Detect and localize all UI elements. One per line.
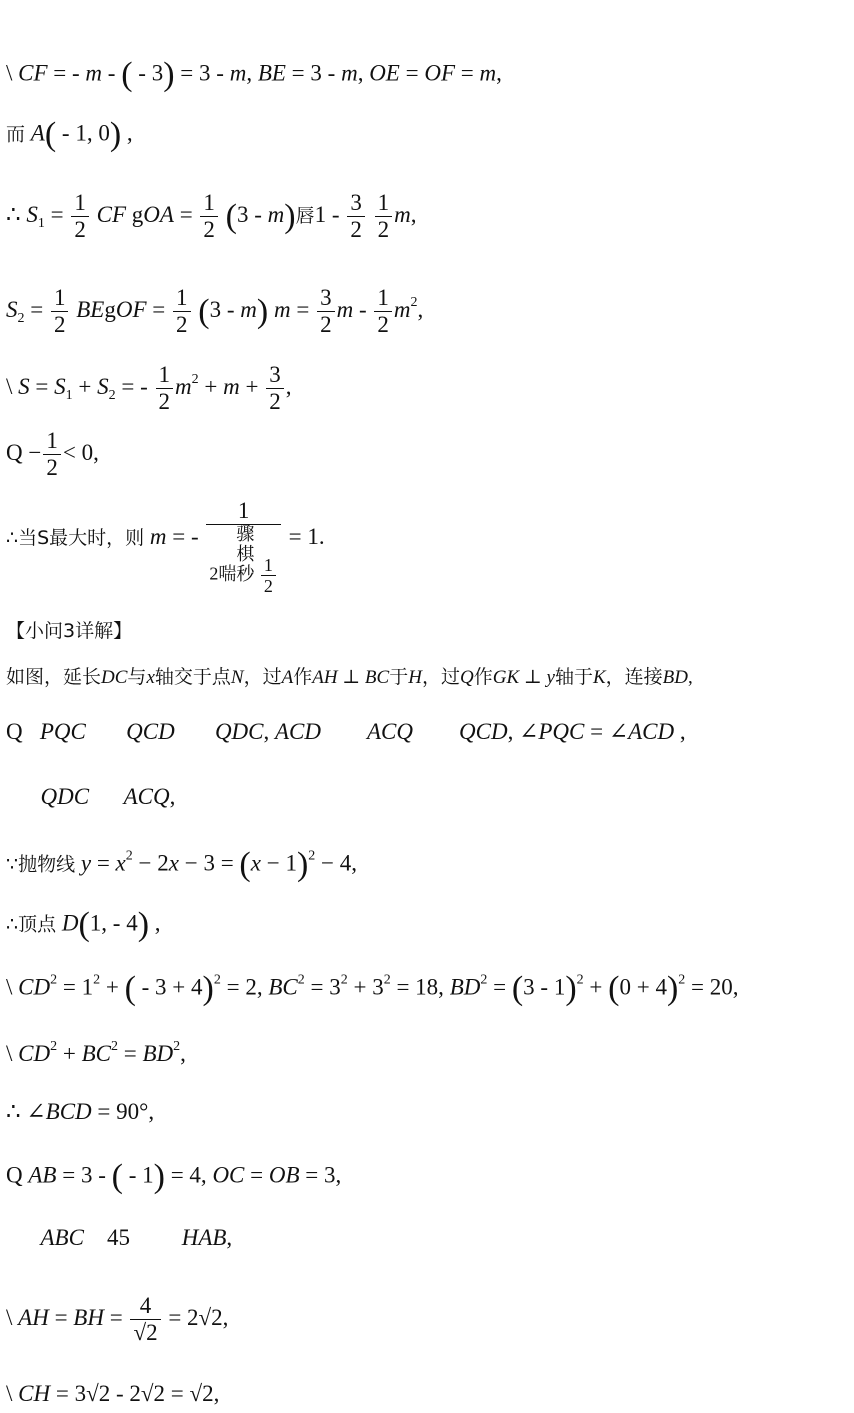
formula-angles-2: QDC ACQ,: [40, 784, 176, 809]
formula-line-3: ∴ $S_1$ = $\frac{1}{2}$ CF gOA = $\frac{1}{2}$ (3 - m)唇1 - $\frac{3}{2}$ $\frac{1}{2}$ m,: [6, 190, 417, 243]
formula-ch: \ CH = 3√2 - 2√2 = √2,: [6, 1381, 220, 1406]
formula-parabola: ∵抛物线 $y = x^2 - 2x - 3 = (x - 1)^2 - 4$,: [6, 846, 358, 883]
formula-vertex: ∴顶点 D(1, - 4) ,: [6, 906, 161, 943]
formula-ab: Q AB = 3 - ( - 1) = 4, OC = OB = 3,: [6, 1158, 342, 1195]
formula-line-5: \ $S = S_1 + S_2$ = - $\frac{1}{2}$ $m^2 + m$ + $\frac{3}{2}$ ,: [6, 362, 292, 415]
formula-angles-1: Q PQC QCD QDC, ACD ACQ QCD, ∠PQC = ∠ACD ,: [6, 719, 686, 744]
formula-ah-bh: \ AH = BH = $\frac{4}{√2}$ = 2√2,: [6, 1293, 229, 1346]
formula-angle-bcd: ∴ ∠BCD = 90°,: [6, 1099, 155, 1124]
formula-line-2: 而 A( - 1, 0) ,: [6, 116, 133, 153]
formula-cd-squared: \ $CD^2 = 1^2$ + ( - 3 + 4)$^2$ = 2, $BC^2 = 3^2 + 3^2 = 18$, $BD^2 = (3 - 1)^2 + (0 + 4)^2 = 20$,: [6, 970, 739, 1007]
paragraph-extend: 如图，延长DC与x轴交于点N，过A作AH ⊥ BC于H，过Q作GK ⊥ y轴于K，连接BD,: [6, 666, 693, 688]
formula-line-4: $S_2$ = $\frac{1}{2}$ BEgOF = $\frac{1}{2}$ (3 - m) m = $\frac{3}{2}$ m - $\frac{1}{2}$ $m^2$,: [6, 285, 424, 338]
formula-abc-45: ABC 45 HAB,: [40, 1225, 233, 1250]
formula-pythagoras: \ $CD^2 + BC^2 = BD^2$,: [6, 1039, 186, 1066]
formula-line-7: ∴当S最大时，则 m = - 1 2喘骤 棋 秒 $\frac{1}{2}$ = 1.: [6, 498, 325, 597]
formula-line-1: \ CF = - m - ( - 3) = 3 - m, BE = 3 - m, OE = OF = m,: [6, 56, 502, 93]
formula-line-6: Q − $\frac{1}{2}$ < 0,: [6, 428, 99, 481]
section-heading: 【小问3详解】: [6, 620, 133, 642]
